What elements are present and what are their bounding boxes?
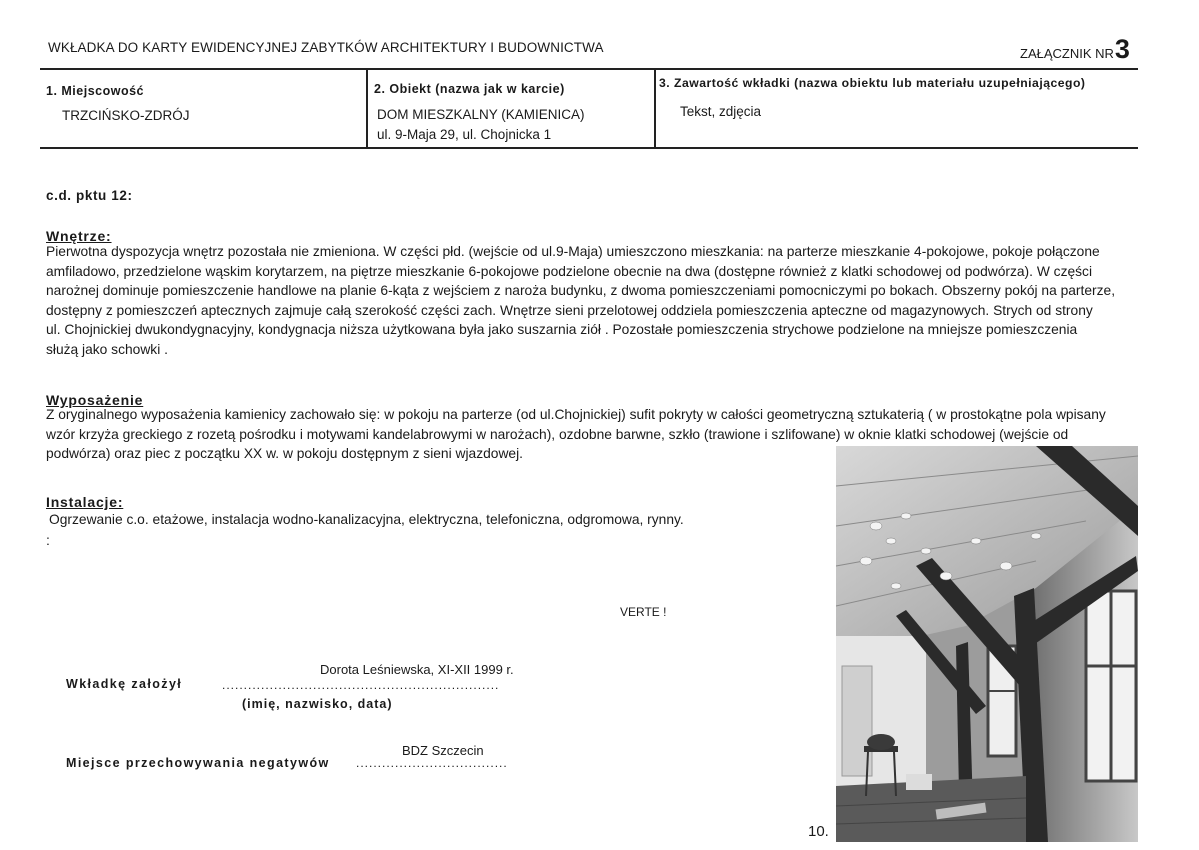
- equipment-line: Z oryginalnego wyposażenia kamienicy zachowało się: w pokoju na parterze (od ul.Chojnickiej) sufit pokryty w całości geometryczną sztukaterią ( w prostokątne pola wpisany: [46, 407, 1106, 422]
- attachment-label: ZAŁĄCZNIK NR: [1020, 46, 1114, 61]
- object-label: 2. Obiekt (nazwa jak w karcie): [374, 82, 565, 96]
- interior-line: ul. Chojnickiej dwukondygnacyjny, kondygnacja niższa użytkowana była jako suszarnia ziół . Pozostałe pomieszczenia strychowe podzielone na mniejsze pomieszczenia: [46, 322, 1078, 337]
- interior-line: Pierwotna dyspozycja wnętrz pozostała nie zmieniona. W części płd. (wejście od ul.9-Maja) umieszczono mieszkania: na parterze mieszkanie 4-pokojowe, pokoje połączone: [46, 244, 1100, 259]
- locality-value: TRZCIŃSKO-ZDRÓJ: [62, 108, 190, 123]
- negatives-value: BDZ Szczecin: [402, 743, 484, 758]
- table-divider-1: [366, 68, 368, 149]
- equipment-line: podwórza) oraz piec z początku XX w. w pokoju dostępnym z sieni wjazdowej.: [46, 446, 523, 461]
- object-value-address: ul. 9-Maja 29, ul. Chojnicka 1: [377, 127, 552, 142]
- interior-line: dostępny z pomieszczeń aptecznych zajmuje całą szerokość części zach. Wnętrze sieni przelotowej oddziela pomieszczenia apteczne od magazynowych. Strych od strony: [46, 302, 1093, 318]
- content-label: 3. Zawartość wkładki (nazwa obiektu lub materiału uzupełniającego): [659, 76, 1086, 90]
- table-bottom-border: [40, 147, 1138, 149]
- author-value: Dorota Leśniewska, XI-XII 1999 r.: [320, 662, 514, 677]
- installations-text: Ogrzewanie c.o. etażowe, instalacja wodno-kanalizacyjna, elektryczna, telefoniczna, odgromowa, rynny.: [49, 512, 684, 527]
- attic-interior-photo: [836, 446, 1138, 842]
- continuation-label: c.d. pktu 12:: [46, 188, 133, 203]
- page-number: 10.: [808, 823, 829, 840]
- interior-heading: Wnętrze:: [46, 228, 112, 244]
- table-divider-2: [654, 68, 656, 149]
- equipment-line: wzór krzyża greckiego z rozetą pośrodku i motywami kandelabrowymi w narożach), ozdobne barwne, szkło (trawione i szlifowane) w oknie klatki schodowej (wejście od: [46, 426, 1069, 442]
- table-top-border: [40, 68, 1138, 70]
- attachment-number: [1020, 34, 1128, 65]
- installations-heading: Instalacje:: [46, 494, 124, 510]
- interior-line: służą jako schowki .: [46, 341, 168, 357]
- negatives-dotted-line: ...................................: [356, 756, 508, 770]
- negatives-label: Miejsce przechowywania negatywów: [66, 756, 330, 770]
- author-label: Wkładkę założył: [66, 677, 183, 691]
- content-value: Tekst, zdjęcia: [680, 104, 762, 119]
- stray-colon: :: [46, 532, 50, 548]
- locality-label: 1. Miejscowość: [46, 84, 145, 98]
- author-dotted-line: ................................................................: [222, 678, 500, 692]
- page-title: WKŁADKA DO KARTY EWIDENCYJNEJ ZABYTKÓW ARCHITEKTURY I BUDOWNICTWA: [48, 40, 604, 55]
- object-value-name: DOM MIESZKALNY (KAMIENICA): [377, 107, 585, 122]
- interior-text: [46, 242, 1146, 359]
- attachment-digit: 3: [1114, 34, 1128, 64]
- equipment-heading: Wyposażenie: [46, 392, 144, 408]
- interior-line: amfiladowo, przedzielone wąskim korytarzem, na piętrze mieszkanie 6-pokojowe podzielone obecnie na dwa (dostępne również z klatki schodowej od podwórza). W części: [46, 263, 1093, 279]
- interior-line: narożnej dominuje pomieszczenie handlowe na planie 6-kąta z wejściem z naroża budynku, z dwoma pomieszczeniami pomocniczymi po bokach. Obszerny pokój na parterze,: [46, 283, 1116, 298]
- verte-note: VERTE !: [620, 605, 667, 619]
- author-hint: (imię, nazwisko, data): [242, 697, 393, 711]
